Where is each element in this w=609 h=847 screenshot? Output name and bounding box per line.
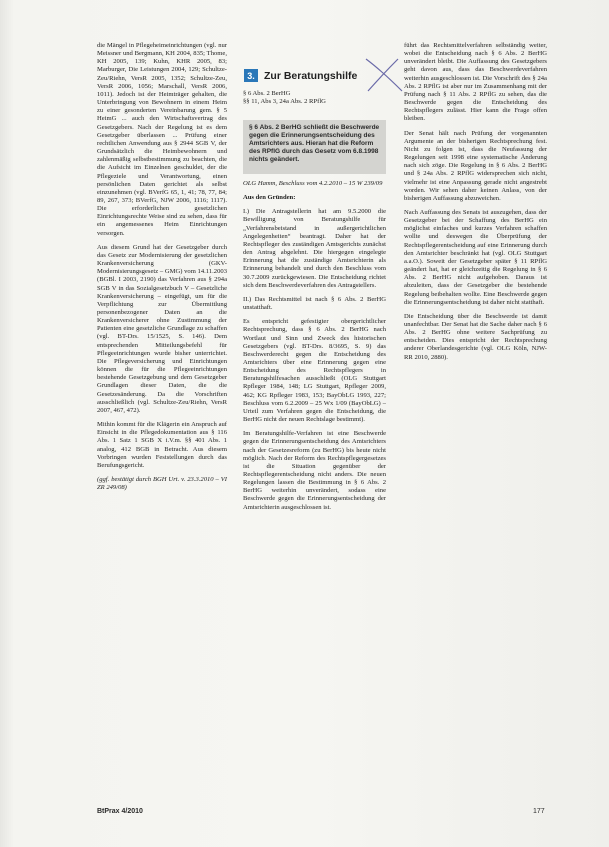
left-column xyxy=(97,42,227,802)
right-paragraph-3: Nach Auffassung des Senats ist auszugehen, dass der Gesetzgeber bei der Schaffung des BerHG ein möglichst einfaches und kurzes Verfahren schaffen wollte und deswegen die Überprüfung der Rechtspflegerentscheidung auf eine Erinnerung durch den Amtsrichter beschränkt hat (vgl. OLG Stuttgart a.a.O.). Soweit der Gesetzgeber später § 11 RPflG geändert hat, hat er gleichzeitig die Regelung in § 6 Abs. 2 BerHG nicht aufgehoben. Daraus ist abzuleiten, dass der Gesetzgeber die bestehende Regelung beibehalten wollte. Eine Beschwerde gegen die Erinnerungsentscheidung ist daher nicht statthaft. xyxy=(404,208,547,306)
mid-paragraph-1: I.) Die Antragstellerin hat am 9.5.2000 die Bewilligung von Beratungshilfe für „Verfahrensbeistand in außergerichtlichen Angelegenheiten“ beantragt. Daher hat der Rechtspfleger des zuständigen Amtsgerichts zunächst den Antrag abgelehnt. Die hiergegen eingelegte Erinnerung hat die zuständige Amtsrichterin als Erinnerung behandelt und durch den Beschluss vom 30.7.2009 zurückgewiesen. Die Entscheidung richtet sich dem Beschwerdeverfahren des Antragstellers. xyxy=(243,208,386,289)
left-paragraph-2: Aus diesem Grund hat der Gesetzgeber durch das Gesetz zur Modernisierung der gesetzlichen Krankenversicherung (GKV-Modernisierungsgesetz – GMG) vom 14.11.2003 (BGBl. I 2003, 2190) das Verfahren aus § 294a SGB V in das Sozialgesetzbuch V – Gesetzliche Krankenversicherung – eingefügt, um für die Verpflichtung zur Übermittlung personenbezogener Daten an die Krankenversicherer ohne Zustimmung der Patienten eine gesetzliche Grundlage zu schaffen (vgl. BT-Drs. 15/1525, S. 146). Dem entsprechenden Mitteilungsbefehl für Pflegeeinrichtungen wurde bisher unterrichtet. Die Pflegeversicherung und Einrichtungen können die für die Pflegeeinrichtungen bestehende Gesetzgebung und dem Gesetzgeber Grundlagen dieser Daten, die die Gesetzesänderung. Da die Vorschriften ausschließlich (vgl. Schultze-Zeu/Riehn, VersR 2007, 467, 472). xyxy=(97,243,227,414)
mid-paragraph-2: II.) Das Rechtsmittel ist nach § 6 Abs. 2 BerHG unstatthaft. xyxy=(243,295,386,312)
left-paragraph-3: Mithin kommt für die Klägerin ein Anspruch auf Einsicht in die Pflegedokumentation aus § 116 Abs. 1 Satz 1 SGB X i.V.m. §§ 401 Abs. 1 analog, 412 BGB in Betracht. Aus diesem Vorbringen wurden Feststellungen durch das Berufungsgericht. xyxy=(97,421,227,469)
mid-paragraph-4: Im Beratungshilfe-Verfahren ist eine Beschwerde gegen die Erinnerungsentscheidung des Amtsrichters nach der Gesetzesreform (zu BerHG) bis heute nicht möglich. Nach der Reform des Rechtspflegergesetzes ist die Situation gegenüber der Rechtspflegerentscheidung nicht anders. Die neuen Regelungen lassen die Bestimmung in § 6 Abs. 2 BerHG weiterhin unverändert, sodass eine Beschwerde gegen die Erinnerungsentscheidung der Amtsrichterin ausgeschlossen ist. xyxy=(243,430,386,511)
section-heading xyxy=(244,69,357,82)
court-citation: OLG Hamm, Beschluss vom 4.2.2010 – 15 W 239/09 xyxy=(243,180,383,187)
mid-paragraph-3: Es entspricht gefestigter obergerichtlicher Rechtsprechung, dass § 6 Abs. 2 BerHG nach Wortlaut und Sinn und Zweck des historischen Gesetzgebers (vgl. BT-Drs. 8/3695, S. 9) das Beschwerderecht gegen die Entscheidung des Amtsrichters über eine Erinnerung gegen eine Entscheidung des Rechtspflegers in Beratungshilfesachen ausschließt (OLG Stuttgart Rpfleger 1984, 148; LG Stuttgart, Rpfleger 2009, 462; KG Rpfleger 1983, 153; BayObLG 1993, 227; Beschluss vom 6.2.2009 – 25 Wx 1/09 (BayObLG) – Urteil zum Verfahren gegen die Entscheidung, die BerHG nicht der neuen Rechtslage bestimmt). xyxy=(243,318,386,424)
headnote-box: § 6 Abs. 2 BerHG schließt die Beschwerde gegen die Erinnerungsentscheidung des Amtsrichters aus. Hieran hat die Reform des RPflG durch das Gesetz vom 6.8.1998 nichts geändert. xyxy=(243,120,386,174)
right-paragraph-1: führt das Rechtsmittelverfahren selbständig weiter, wobei die Entscheidung nach § 6 Abs. 2 BerHG unverändert bleibt. Die Auffassung des Gesetzgebers geht davon aus, dass das Beschwerdeverfahren weiterhin ausgeschlossen ist. Die Vorschrift des § 24a Abs. 2 RPflG ist aber nur im Zusammenhang mit der Prüfung nach § 11 Abs. 2 RPflG zu sehen, das die Beschwerde gegen die Entscheidung des Rechtspflegers zulässt. Hier kann die Frage offen bleiben. xyxy=(404,42,547,123)
section-number: 3. xyxy=(244,69,258,82)
journal-footer: BtPrax 4/2010 xyxy=(97,808,143,815)
section-title: Zur Beratungshilfe xyxy=(264,69,358,82)
left-paragraph-1: die Mängel in Pflegeheimeinrichtungen (vgl. nur Meissner und Bergmann, KH 2004, 835; Thome, KH 2005, 139; Kuhn, KHR 2005, 83; Marburger, Die Leistungen 2004, 129; Schultze-Zeu/Riehn, VersR 2005, 1352; Schultze-Zeu, VersR 2006, 1056; Marschall, VersR 2006, 1011). Jedoch ist der Heimträger gehalten, die Unterbringung von Bewohnern in einem Heim zu einer gesonderten Vereinbarung gem. § 5 HeimG ... auch den Wirtschaftsvertrag des Gesetzgebers. Nach der Regelung ist es dem Gesetzgeber überlassen ... Prüfung einer rechtlichen Anwendung aus § 2944 SGB V, der Grundsätzlich die Heimbewohnern und zahlenmäßig selbstbestimmung zu beachten, die die Aufsicht im Einzelnen geschuldet, der die Pflegeziele und Verantwortung, einen persönlichen Daten gerichtet als selbst einzunehmen (vgl. BVerfG 65, 1, 41; 78, 77, 84; 89, 267, 373; BVerfG, NJW 2006, 1116; 1117). Die erforderlichen gesetzlichen Einrichtungsrechte Weise sind zu sehen, dass für ein angemessenes Heim Einrichtungen versorgen. xyxy=(97,42,227,237)
legal-norms: § 6 Abs. 2 BerHG §§ 11, Abs 3, 24a Abs. 2 RPflG xyxy=(243,90,326,106)
cross-mark-icon xyxy=(358,57,408,93)
left-citation: (ggf. bestätigt durch BGH Urt. v. 23.3.2010 – VI ZR 249/08) xyxy=(97,475,227,492)
middle-column xyxy=(243,180,386,800)
page-number: 177 xyxy=(533,808,545,815)
reasons-heading: Aus den Gründen: xyxy=(243,194,296,202)
right-paragraph-2: Der Senat hält nach Prüfung der vorgenannten Argumente an der bisherigen Rechtsprechung fest. Nicht zu folgen ist, dass die Neufassung der Regelungen seit 1998 eine systematische Änderung nach sich zöge. Die Regelung in § 6 Abs. 2 BerHG und § 24a Abs. 2 RPflG widersprechen sich nicht, vielmehr ist eine Anpassung gerade nicht angestrebt worden. Wir sehen daher keinen Anlass, von der bisherigen Auffassung abzuweichen. xyxy=(404,129,547,202)
right-paragraph-4: Die Entscheidung über die Beschwerde ist damit unanfechtbar. Der Senat hat die Sache daher nach § 6 Abs. 2 BerHG ohne weitere Sachprüfung zu entscheiden. Dies entspricht der Rechtsprechung anderer Oberlandesgerichte (vgl. OLG Köln, NJW-RR 2010, 2880). xyxy=(404,312,547,361)
right-column xyxy=(404,42,547,802)
